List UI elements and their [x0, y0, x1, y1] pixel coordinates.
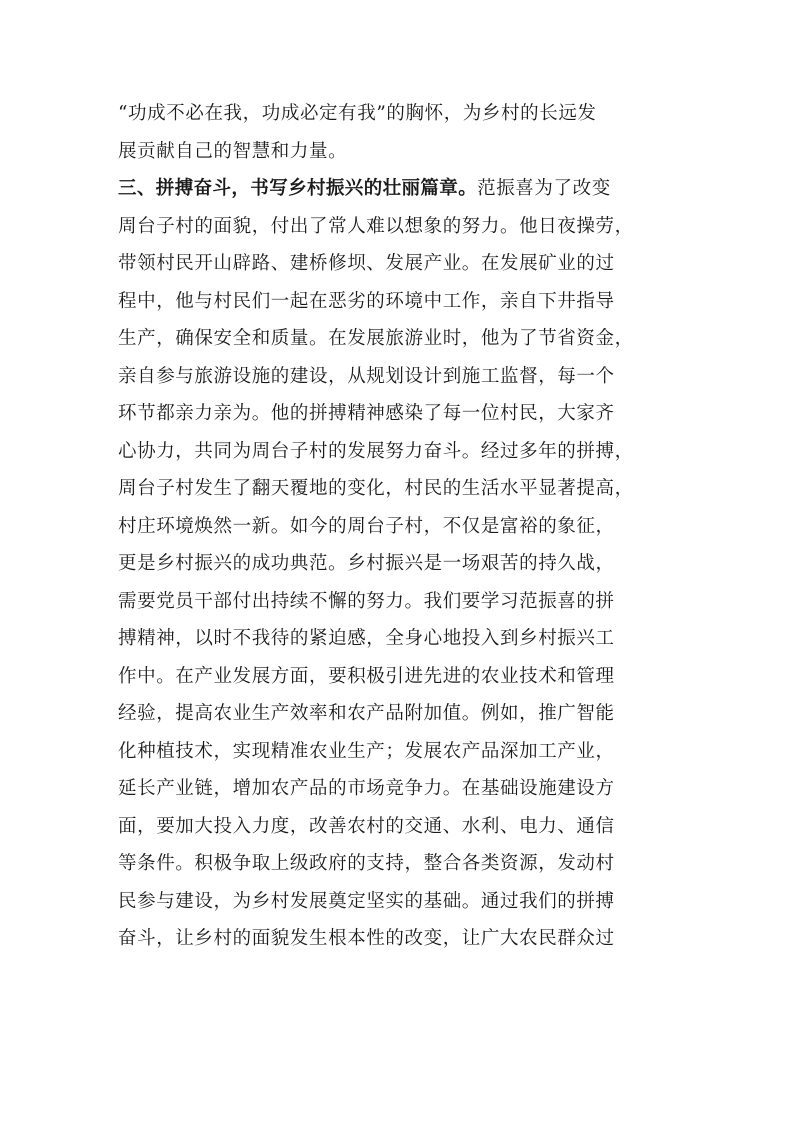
- line-text: 带领村民开山辟路、建桥修坝、发展产业。在发展矿业的过: [118, 253, 615, 274]
- line-text: 民参与建设，为乡村发展奠定坚实的基础。通过我们的拼搏: [118, 890, 615, 912]
- text-line: [118, 583, 688, 621]
- text-line: [118, 770, 688, 808]
- line-text: 展贡献自己的智慧和力量。: [118, 140, 348, 162]
- line-text: 经验，提高农业生产效率和农产品附加值。例如，推广智能: [118, 703, 615, 724]
- text-line: [118, 320, 688, 358]
- text-line: [118, 470, 688, 508]
- text-line: [118, 433, 688, 471]
- text-line: [118, 245, 688, 283]
- line-text: 更是乡村振兴的成功典范。乡村振兴是一场艰苦的持久战，: [118, 553, 615, 574]
- line-text: “功成不必在我，功成必定有我”的胸怀，为乡村的长远发: [118, 103, 597, 124]
- line-text: 范振喜为了改变: [477, 178, 611, 199]
- line-text: 心协力，共同为周台子村的发展努力奋斗。经过多年的拼搏，: [118, 440, 634, 462]
- text-line: [118, 358, 688, 396]
- line-text: 亲自参与旅游设施的建设，从规划设计到施工监督，每一个: [118, 365, 615, 387]
- line-text: 周台子村发生了翻天覆地的变化，村民的生活水平显著提高，: [118, 478, 634, 499]
- text-line: [118, 545, 688, 583]
- line-text: 化种植技术，实现精准农业生产；发展农产品深加工产业，: [118, 740, 615, 762]
- text-line: [118, 883, 688, 921]
- line-text: 作中。在产业发展方面，要积极引进先进的农业技术和管理: [118, 665, 615, 687]
- line-text: 奋斗，让乡村的面貌发生根本性的改变，让广大农民群众过: [118, 928, 615, 949]
- text-line: [118, 695, 688, 733]
- body-text: [118, 95, 688, 958]
- text-line: [118, 920, 688, 958]
- section-heading: 三、拼搏奋斗，书写乡村振兴的壮丽篇章。: [118, 178, 478, 199]
- line-text: 延长产业链，增加农产品的市场竞争力。在基础设施建设方: [118, 778, 615, 799]
- text-line: [118, 133, 688, 171]
- text-line: [118, 395, 688, 433]
- line-text: 等条件。积极争取上级政府的支持，整合各类资源，发动村: [118, 853, 615, 874]
- text-line: [118, 658, 688, 696]
- text-line: [118, 845, 688, 883]
- line-text: 环节都亲力亲为。他的拼搏精神感染了每一位村民，大家齐: [118, 403, 615, 424]
- line-text: 需要党员干部付出持续不懈的努力。我们要学习范振喜的拼: [118, 590, 615, 612]
- text-line: [118, 170, 688, 208]
- text-line: [118, 208, 688, 246]
- line-text: 生产，确保安全和质量。在发展旅游业时，他为了节省资金，: [118, 328, 634, 349]
- text-line: [118, 95, 688, 133]
- text-line: [118, 733, 688, 771]
- line-text: 程中，他与村民们一起在恶劣的环境中工作，亲自下井指导: [118, 290, 615, 312]
- text-line: [118, 283, 688, 321]
- line-text: 周台子村的面貌，付出了常人难以想象的努力。他日夜操劳，: [118, 215, 634, 237]
- text-line: [118, 508, 688, 546]
- text-line: [118, 808, 688, 846]
- text-line: [118, 620, 688, 658]
- line-text: 村庄环境焕然一新。如今的周台子村，不仅是富裕的象征，: [118, 515, 615, 537]
- line-text: 搏精神，以时不我待的紧迫感，全身心地投入到乡村振兴工: [118, 628, 615, 649]
- line-text: 面，要加大投入力度，改善农村的交通、水利、电力、通信: [118, 815, 615, 837]
